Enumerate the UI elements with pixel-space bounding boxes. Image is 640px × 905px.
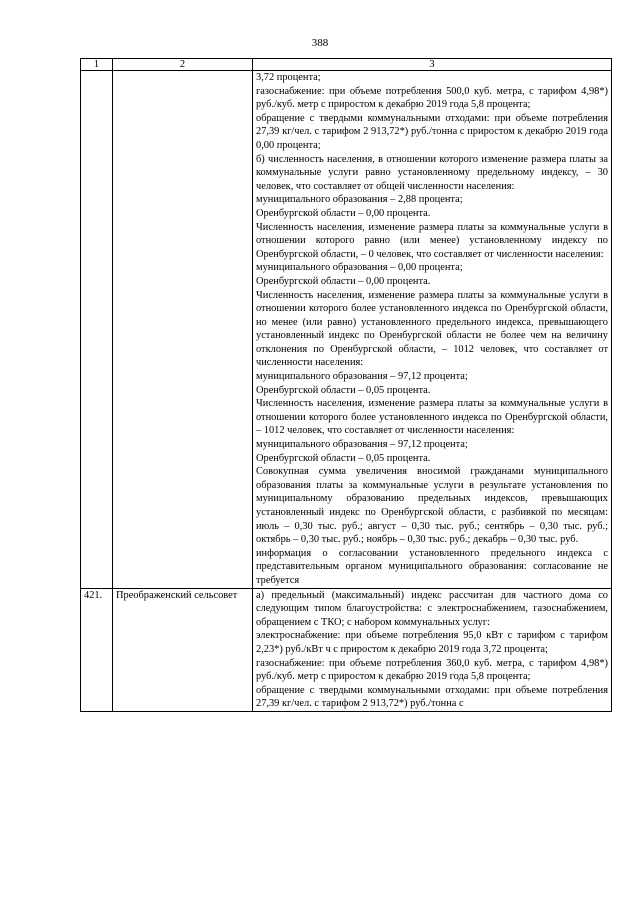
description-paragraph: информация о согласовании установленного предельного индекса с представительным органом муниципального образования: согласование не требуется bbox=[256, 547, 608, 586]
municipality-name: Преображенский сельсовет bbox=[113, 588, 253, 711]
description-paragraph: Численность населения, изменение размера платы за коммунальные услуги в отношении которого более установленного индекса по Оренбургской области, но менее (или равно) установленного предельного индекса, превышающего установленный индекс по Оренбургской области не более чем на величину отклонения по Оренбургской области, – 1012 человек, что составляет от численности населения: bbox=[256, 289, 608, 369]
description-paragraph: Оренбургской области – 0,05 процента. bbox=[256, 452, 431, 464]
table-row bbox=[81, 588, 612, 711]
column-header-3: 3 bbox=[253, 59, 612, 71]
description-paragraph: Оренбургской области – 0,05 процента. bbox=[256, 384, 431, 396]
description-paragraph: муниципального образования – 97,12 процента; bbox=[256, 371, 468, 383]
description-paragraph: Численность населения, изменение размера платы за коммунальные услуги в отношении которого равно (или менее) установленному индексу по Оренбургской области, – 0 человек, что составляет от численности населения: bbox=[256, 221, 608, 260]
description-paragraph: муниципального образования – 97,12 процента; bbox=[256, 439, 468, 451]
municipality-name bbox=[113, 71, 253, 589]
document-table bbox=[80, 58, 612, 712]
description-paragraph: обращение с твердыми коммунальными отходами: при объеме потребления 27,39 кг/чел. с тарифом 2 913,72*) руб./тонна с bbox=[256, 684, 608, 710]
description-paragraph: а) предельный (максимальный) индекс рассчитан для частного дома со следующим типом благоустройства: с электроснабжением, газоснабжением, обращением с ТКО; с набором коммунальных услуг: bbox=[256, 589, 608, 628]
row-number bbox=[81, 71, 113, 589]
description-paragraph: муниципального образования – 0,00 процента; bbox=[256, 262, 463, 274]
page-number: 388 bbox=[311, 37, 329, 49]
description-cell bbox=[253, 71, 612, 589]
table-row bbox=[81, 71, 612, 589]
description-paragraph: б) численность населения, в отношении которого изменение размера платы за коммунальные услуги равно установленному предельному индексу, – 30 человек, что составляет от общей численности населения: bbox=[256, 153, 608, 192]
description-paragraph: муниципального образования – 2,88 процента; bbox=[256, 194, 463, 206]
description-paragraph: газоснабжение: при объеме потребления 500,0 куб. метра, с тарифом 4,98*) руб./куб. метр с приростом к декабрю 2019 года 5,8 процента; bbox=[256, 85, 608, 111]
description-paragraph: обращение с твердыми коммунальными отходами: при объеме потребления 27,39 кг/чел. с тарифом 2 913,72*) руб./тонна с приростом к декабрю 2019 года 0,00 процента; bbox=[256, 112, 608, 151]
row-number: 421. bbox=[81, 588, 113, 711]
description-paragraph: газоснабжение: при объеме потребления 360,0 куб. метра, с тарифом 4,98*) руб./куб. метр с приростом к декабрю 2019 года 5,8 процента; bbox=[256, 657, 608, 683]
column-header-2: 2 bbox=[113, 59, 253, 71]
description-paragraph: Совокупная сумма увеличения вносимой гражданами муниципального образования платы за коммунальные услуги в результате установления по муниципальному образованию предельных индексов, превышающих установленный индекс по Оренбургской области, с разбивкой по месяцам: июль – 0,30 тыс. руб.; август – 0,30 тыс. руб.; сентябрь – 0,30 тыс. руб.; октябрь – 0,30 тыс. руб.; ноябрь – 0,30 тыс. руб.; декабрь – 0,30 тыс. руб. bbox=[256, 466, 608, 546]
description-paragraph: 3,72 процента; bbox=[256, 72, 321, 83]
column-header-1: 1 bbox=[81, 59, 113, 71]
description-paragraph: Численность населения, изменение размера платы за коммунальные услуги в отношении которого более установленного индекса по Оренбургской области, – 1012 человек, что составляет от численности населения: bbox=[256, 398, 608, 437]
description-paragraph: Оренбургской области – 0,00 процента. bbox=[256, 207, 431, 219]
table-header-row bbox=[81, 59, 612, 71]
description-paragraph: Оренбургской области – 0,00 процента. bbox=[256, 275, 431, 287]
description-paragraph: электроснабжение: при объеме потребления 95,0 кВт с тарифом с тарифом 2,23*) руб./кВт ч с приростом к декабрю 2019 года 3,72 процента; bbox=[256, 630, 608, 655]
description-cell bbox=[253, 588, 612, 711]
